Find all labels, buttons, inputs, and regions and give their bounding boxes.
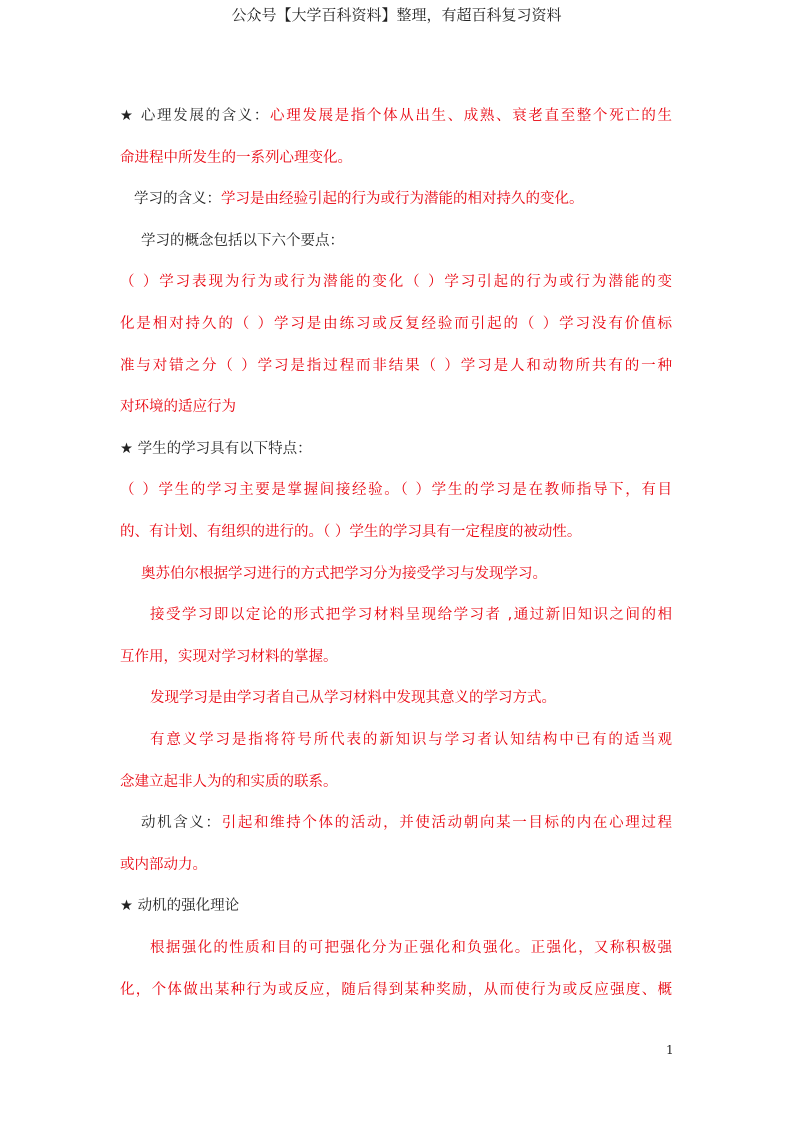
- highlighted-text: 互作用，实现对学习材料的掌握。: [120, 648, 338, 665]
- highlighted-text: 根据强化的性质和目的可把强化分为正强化和负强化。正强化，又称积极强: [150, 940, 672, 956]
- text-line: [120, 356, 672, 376]
- label-text: ★ 动机的强化理论: [120, 898, 240, 915]
- label-text: 学习的概念包括以下六个要点：: [141, 232, 344, 249]
- text-line: [120, 772, 338, 792]
- highlighted-text: 命进程中所发生的一系列心理变化。: [120, 149, 352, 166]
- text-line: [120, 855, 207, 875]
- label-text: ★ 学生的学习具有以下特点：: [120, 440, 312, 457]
- text-line: [141, 813, 672, 833]
- highlighted-text: 对环境的适应行为: [120, 399, 236, 416]
- text-line: [120, 106, 672, 126]
- text-line: [120, 314, 672, 334]
- text-line: [120, 522, 581, 542]
- highlighted-text: 接受学习即以定论的形式把学习材料呈现给学习者 ,通过新旧知识之间的相: [150, 607, 672, 624]
- text-line: [150, 730, 672, 750]
- text-line: [150, 605, 672, 625]
- highlighted-text: 引起和维持个体的活动，并使活动朝向某一目标的内在心理过程: [221, 815, 672, 832]
- highlighted-text: 或内部动力。: [120, 856, 207, 873]
- highlighted-text: 有意义学习是指将符号所代表的新知识与学习者认知结构中已有的适当观: [150, 732, 672, 748]
- label-text: 动机含义：: [141, 815, 222, 832]
- page-number: 1: [666, 1043, 674, 1057]
- page-header: 公众号【大学百科资料】整理，有超百科复习资料: [231, 6, 562, 24]
- text-line: [120, 148, 352, 168]
- text-line: [141, 231, 344, 251]
- highlighted-text: 发现学习是由学习者自己从学习材料中发现其意义的学习方式。: [150, 690, 556, 707]
- highlighted-text: 化，个体做出某种行为或反应，随后得到某种奖励，从而使行为或反应强度、概: [120, 981, 672, 998]
- text-line: [134, 189, 584, 209]
- label-text: ★ 心理发展的含义：: [120, 108, 271, 124]
- text-line: [120, 439, 312, 459]
- label-text: 学习的含义：: [134, 191, 221, 208]
- text-line: [120, 480, 672, 500]
- highlighted-text: 心理发展是指个体从出生、成熟、衰老直至整个死亡的生: [270, 108, 672, 124]
- text-line: [150, 938, 672, 958]
- highlighted-text: 的、有计划、有组织的进行的。（ ）学生的学习具有一定程度的被动性。: [120, 524, 582, 540]
- highlighted-text: 念建立起非人为的和实质的联系。: [120, 773, 338, 790]
- highlighted-text: 化是相对持久的（ ）学习是由练习或反复经验而引起的（ ）学习没有价值标: [120, 316, 672, 332]
- highlighted-text: （ ）学习表现为行为或行为潜能的变化（ ）学习引起的行为或行为潜能的变: [120, 274, 672, 291]
- text-line: [150, 688, 556, 708]
- text-line: [120, 980, 672, 1000]
- highlighted-text: 奥苏伯尔根据学习进行的方式把学习分为接受学习与发现学习。: [141, 565, 547, 582]
- text-line: [120, 647, 338, 667]
- text-line: [120, 896, 239, 916]
- highlighted-text: 学习是由经验引起的行为或行为潜能的相对持久的变化。: [221, 191, 584, 208]
- text-line: [141, 564, 547, 584]
- highlighted-text: （ ）学生的学习主要是掌握间接经验。（ ）学生的学习是在教师指导下，有目: [120, 482, 672, 499]
- highlighted-text: 准与对错之分（ ）学习是指过程而非结果（ ）学习是人和动物所共有的一种: [120, 357, 672, 374]
- text-line: [120, 272, 672, 292]
- text-line: [120, 397, 236, 417]
